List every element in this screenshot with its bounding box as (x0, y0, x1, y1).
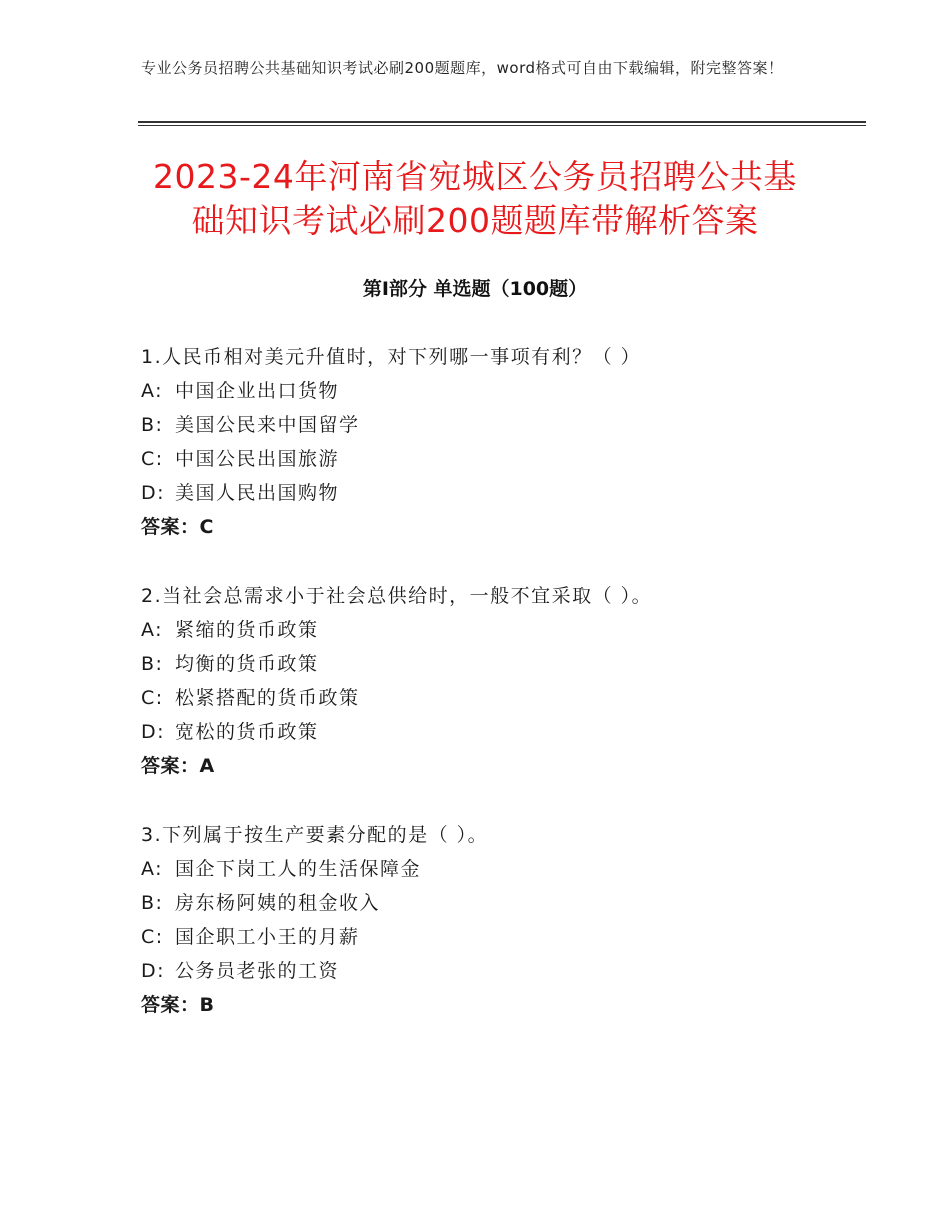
question-3 (141, 818, 861, 1022)
option-letter: B: (141, 414, 164, 436)
option-text: 国企职工小王的月薪 (175, 926, 360, 948)
answer-line: 答案：A (141, 755, 215, 777)
question-1 (141, 340, 861, 544)
option-c (141, 681, 861, 715)
option-letter: A: (141, 380, 164, 402)
option-text: 宽松的货币政策 (175, 721, 319, 743)
option-text: 均衡的货币政策 (175, 653, 319, 675)
option-text: 房东杨阿姨的租金收入 (175, 892, 381, 914)
section-title: 第Ⅰ部分 单选题（100题） (362, 278, 588, 300)
option-text: 公务员老张的工资 (175, 960, 340, 982)
option-d (141, 476, 861, 510)
option-text: 中国公民出国旅游 (175, 448, 340, 470)
option-letter: C: (141, 687, 164, 709)
option-letter: D: (141, 482, 166, 504)
option-text: 国企下岗工人的生活保障金 (175, 858, 422, 880)
document-title (100, 155, 850, 243)
option-letter: B: (141, 892, 164, 914)
option-text: 中国企业出口货物 (175, 380, 340, 402)
option-text: 紧缩的货币政策 (175, 619, 319, 641)
question-stem: 1.人民币相对美元升值时，对下列哪一事项有利？（ ） (141, 346, 642, 368)
option-letter: D: (141, 721, 166, 743)
option-c (141, 442, 861, 476)
option-text: 美国人民出国购物 (175, 482, 340, 504)
option-letter: A: (141, 619, 164, 641)
option-a (141, 613, 861, 647)
header-rule-thick (138, 121, 866, 123)
question-stem: 2.当社会总需求小于社会总供给时，一般不宜采取（ ）。 (141, 585, 653, 607)
option-text: 松紧搭配的货币政策 (175, 687, 360, 709)
option-letter: B: (141, 653, 164, 675)
header-rule-thin (138, 125, 866, 126)
option-d (141, 715, 861, 749)
option-d (141, 954, 861, 988)
option-text: 美国公民来中国留学 (175, 414, 360, 436)
answer-line: 答案：C (141, 516, 214, 538)
document-title-line-2: 础知识考试必刷200题题库带解析答案 (191, 201, 759, 240)
header-note: 专业公务员招聘公共基础知识考试必刷200题题库，word格式可自由下载编辑，附完整答案！ (141, 59, 784, 77)
option-b (141, 647, 861, 681)
option-letter: C: (141, 448, 164, 470)
question-2 (141, 579, 861, 783)
option-c (141, 920, 861, 954)
question-stem: 3.下列属于按生产要素分配的是（ ）。 (141, 824, 489, 846)
option-letter: A: (141, 858, 164, 880)
option-letter: C: (141, 926, 164, 948)
document-title-line-1: 2023-24年河南省宛城区公务员招聘公共基 (153, 157, 797, 196)
option-a (141, 374, 861, 408)
option-b (141, 408, 861, 442)
option-a (141, 852, 861, 886)
option-b (141, 886, 861, 920)
option-letter: D: (141, 960, 166, 982)
answer-line: 答案：B (141, 994, 215, 1016)
